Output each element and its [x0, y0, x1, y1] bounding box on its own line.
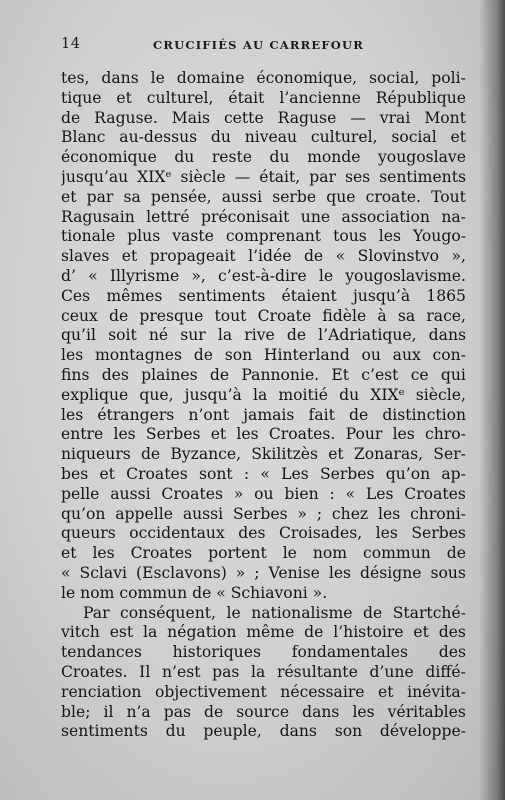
- page-number: 14: [61, 36, 81, 52]
- text-line: et les Croates portent le nom commun de: [61, 544, 466, 563]
- text-line: et par sa pensée, aussi serbe que croate. Tout: [61, 187, 466, 206]
- body-text: [61, 69, 466, 742]
- text-line: Croates. Il n’est pas la résultante d’une diffé-: [61, 662, 466, 681]
- text-line: « Sclavi (Esclavons) » ; Venise les désigne sous: [61, 563, 466, 582]
- text-line: fins des plaines de Pannonie. Et c’est ce qui: [61, 365, 466, 384]
- text-line: queurs occidentaux des Croisades, les Serbes: [61, 524, 466, 543]
- text-line: qu’il soit né sur la rive de l’Adriatique, dans: [61, 326, 466, 345]
- text-line: entre les Serbes et les Croates. Pour les chro-: [61, 425, 466, 444]
- text-line: Ces mêmes sentiments étaient jusqu’à 1865: [61, 286, 466, 305]
- text-line: économique du reste du monde yougoslave: [61, 148, 466, 167]
- text-line: tendances historiques fondamentales des: [61, 643, 466, 662]
- text-line: bes et Croates sont : « Les Serbes qu’on ap-: [61, 464, 466, 483]
- text-line: tionale plus vaste comprenant tous les Yougo-: [61, 227, 466, 246]
- text-line: les montagnes de son Hinterland ou aux con-: [61, 346, 466, 365]
- text-line: Blanc au-dessus du niveau culturel, social et: [61, 128, 466, 147]
- text-line: les étrangers n’ont jamais fait de distinction: [61, 405, 466, 424]
- page-header: [61, 36, 461, 56]
- text-line: ceux de presque tout Croate fidèle à sa race,: [61, 306, 466, 325]
- text-line: pelle aussi Croates » ou bien : « Les Croates: [61, 484, 466, 503]
- running-title: CRUCIFIÉS AU CARREFOUR: [153, 38, 364, 52]
- text-line: le nom commun de « Schiavoni ».: [61, 583, 328, 602]
- text-line: ble; il n’a pas de source dans les véritables: [61, 702, 466, 721]
- text-line: tique et culturel, était l’ancienne République: [61, 88, 466, 107]
- text-line: sentiments du peuple, dans son développe-: [61, 722, 466, 741]
- text-line: de Raguse. Mais cette Raguse — vrai Mont: [61, 108, 466, 127]
- text-line: explique que, jusqu’à la moitié du XIXᵉ siècle,: [61, 385, 466, 404]
- text-line: d’ « Illyrisme », c’est-à-dire le yougoslavisme.: [61, 266, 466, 285]
- text-line: slaves et propageait l’idée de « Slovinstvo »,: [61, 247, 466, 266]
- text-line: renciation objectivement nécessaire et inévita-: [61, 682, 466, 701]
- page-edge-shadow: [479, 0, 505, 800]
- text-line: tes, dans le domaine économique, social, poli-: [61, 69, 466, 87]
- text-line: qu’on appelle aussi Serbes » ; chez les chroni-: [61, 504, 466, 523]
- text-line: vitch est la négation même de l’histoire et des: [61, 623, 466, 642]
- text-line: Ragusain lettré préconisait une association na-: [61, 207, 466, 226]
- text-line: niqueurs de Byzance, Skilitzès et Zonaras, Ser-: [61, 445, 466, 464]
- text-line: Par conséquent, le nationalisme de Startché-: [83, 603, 466, 622]
- text-line: jusqu’au XIXᵉ siècle — était, par ses sentiments: [61, 167, 466, 186]
